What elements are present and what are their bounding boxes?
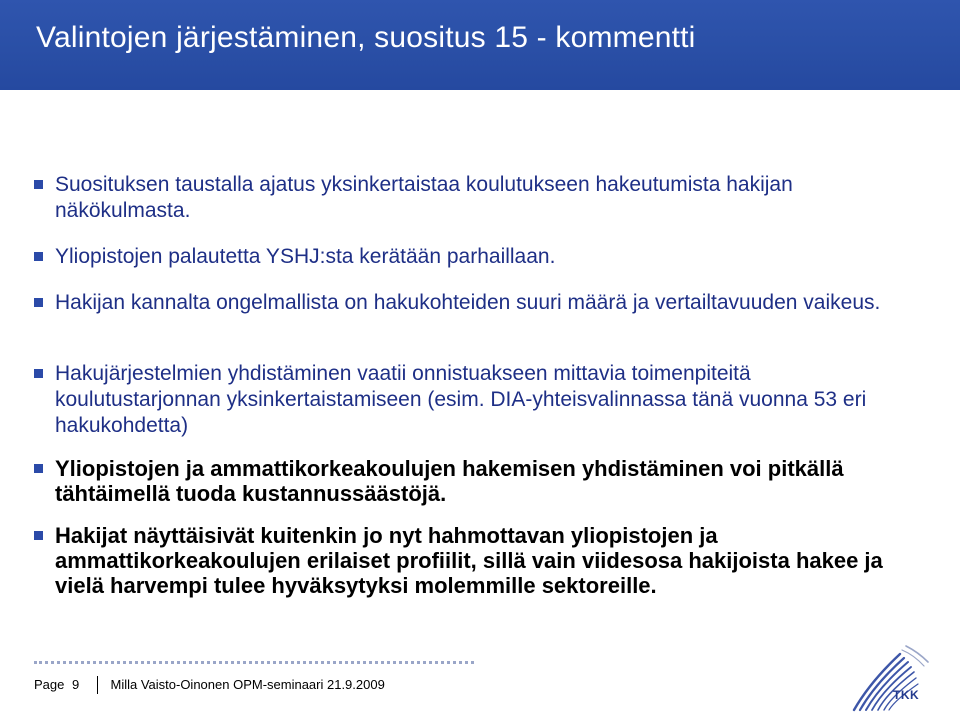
- bullet-item: [55, 172, 915, 224]
- bullet-text: Hakijan kannalta ongelmallista on hakukohteiden suuri määrä ja vertailtavuuden vaikeus.: [55, 291, 881, 314]
- page-label: Page: [34, 677, 65, 693]
- bullet-item: [55, 244, 915, 270]
- square-bullet-icon: [34, 464, 43, 473]
- slide-footer: [34, 677, 385, 695]
- bullet-text: Hakijat näyttäisivät kuitenkin jo nyt hahmottavan yliopistojen ja ammattikorkeakoulujen erilaiset profiilit, sillä vain viidesosa hakijoista hakee ja vielä harvempi tulee hyväksytyksi molemmille sektoreille.: [55, 523, 883, 598]
- logo-text: TKK: [893, 688, 920, 702]
- square-bullet-icon: [34, 531, 43, 540]
- bullet-item: [55, 290, 915, 316]
- square-bullet-icon: [34, 298, 43, 307]
- presenter-info: Milla Vaisto-Oinonen OPM-seminaari 21.9.2009: [110, 677, 385, 693]
- bullet-item: [55, 456, 915, 506]
- bullet-item: [55, 361, 915, 439]
- bullet-text: Suosituksen taustalla ajatus yksinkertaistaa koulutukseen hakeutumista hakijan näkökulmasta.: [55, 173, 793, 222]
- slide-title-bar: [0, 0, 960, 90]
- bullet-text: Yliopistojen ja ammattikorkeakoulujen hakemisen yhdistäminen voi pitkällä tähtäimellä tuoda kustannussäästöjä.: [55, 456, 844, 506]
- tkk-logo-icon: [848, 640, 938, 716]
- bullet-item: [55, 523, 915, 598]
- bullet-text: Yliopistojen palautetta YSHJ:sta kerätään parhaillaan.: [55, 245, 556, 268]
- square-bullet-icon: [34, 369, 43, 378]
- footer-divider: [34, 661, 474, 664]
- slide-title: Valintojen järjestäminen, suositus 15 - kommentti: [36, 21, 696, 54]
- page-number: 9: [72, 677, 80, 693]
- bullet-text: Hakujärjestelmien yhdistäminen vaatii onnistuakseen mittavia toimenpiteitä koulutustarjonnan yksinkertaistamiseen (esim. DIA-yhteisvalinnassa tänä vuonna 53 eri hakukohdetta): [55, 362, 867, 437]
- square-bullet-icon: [34, 180, 43, 189]
- square-bullet-icon: [34, 252, 43, 261]
- footer-separator: [97, 676, 98, 694]
